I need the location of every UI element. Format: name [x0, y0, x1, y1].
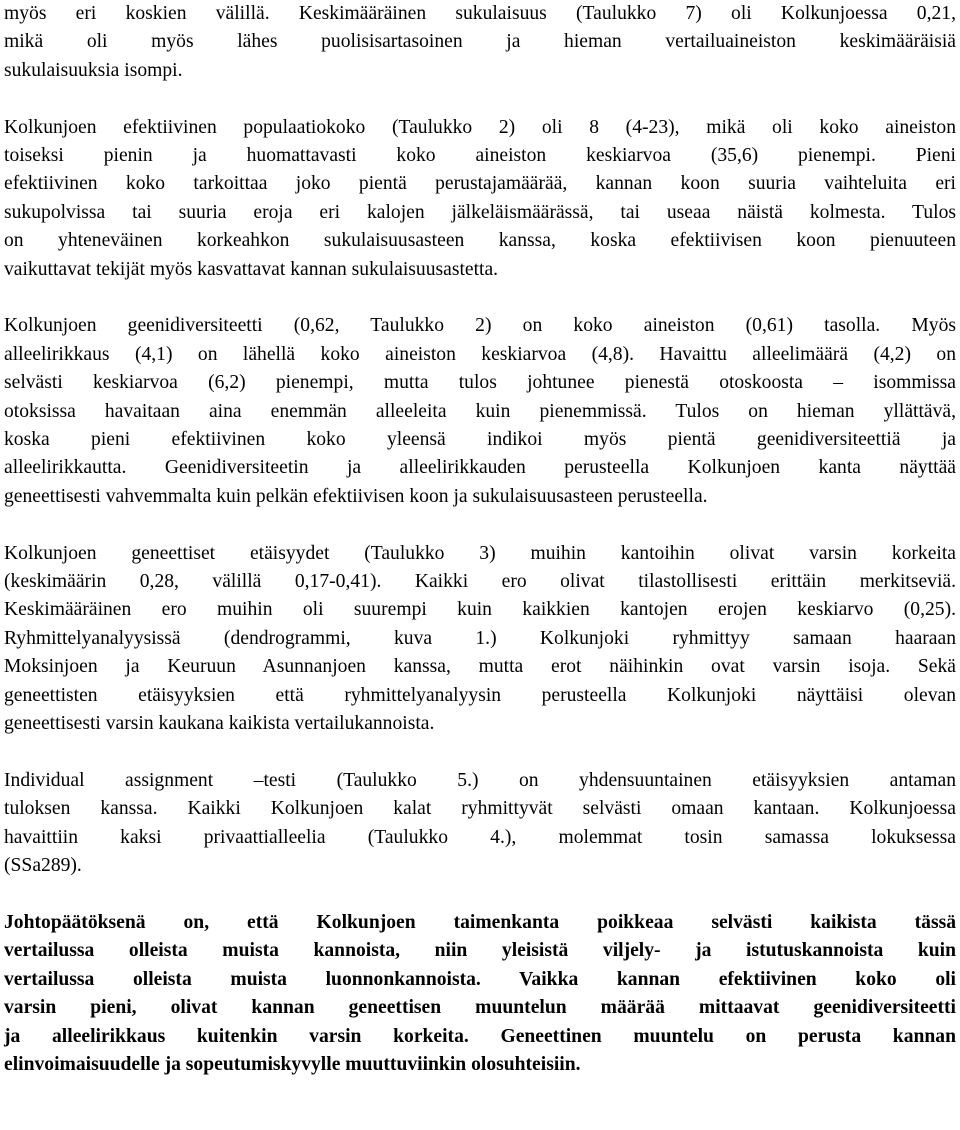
- paragraph-assignment-test: [4, 767, 956, 881]
- text-line: Moksinjoen ja Keuruun Asunnanjoen kanssa, mutta erot näihinkin ovat varsin isoja. Sekä: [4, 656, 956, 678]
- text-line: Kolkunjoen efektiivinen populaatiokoko (Taulukko 2) oli 8 (4-23), mikä oli koko aineiston: [4, 116, 956, 138]
- text-line: sukupolvissa tai suuria eroja eri kalojen jälkeläismäärässä, tai useaa näistä kolmesta. Tulos: [4, 201, 956, 223]
- text-line: geneettisten etäisyyksien että ryhmittelyanalyysin perusteella Kolkunjoki näyttäisi olevan: [4, 684, 956, 706]
- text-line: Johtopäätöksenä on, että Kolkunjoen taimenkanta poikkeaa selvästi kaikista tässä: [4, 911, 956, 933]
- text-line: ja alleelirikkaus kuitenkin varsin korkeita. Geneettinen muuntelu on perusta kannan: [4, 1025, 956, 1047]
- text-line: mikä oli myös lähes puolisisartasoinen ja hieman vertailuaineiston keskimääräisiä: [4, 31, 956, 53]
- text-line: alleelirikkautta. Geenidiversiteetin ja alleelirikkauden perusteella Kolkunjoen kanta näyttää: [4, 457, 956, 479]
- paragraph-genetic-distances: [4, 540, 956, 739]
- text-line: selvästi keskiarvoa (6,2) pienempi, mutta tulos johtunee pienestä otoskoosta – isommissa: [4, 372, 956, 394]
- text-line: Ryhmittelyanalyysissä (dendrogrammi, kuva 1.) Kolkunjoki ryhmittyy samaan haaraan: [4, 627, 956, 649]
- document-page: [4, 0, 956, 1079]
- text-line: on yhteneväinen korkeahkon sukulaisuusasteen kanssa, koska efektiivisen koon pienuuteen: [4, 230, 956, 252]
- text-line: efektiivinen koko tarkoittaa joko pientä perustajamäärää, kannan koon suuria vaihteluita eri: [4, 173, 956, 195]
- text-line: tuloksen kanssa. Kaikki Kolkunjoen kalat ryhmittyvät selvästi omaan kantaan. Kolkunjoessa: [4, 798, 956, 820]
- text-line: alleelirikkaus (4,1) on lähellä koko aineiston keskiarvoa (4,8). Havaittu alleelimäärä (4,2) on: [4, 343, 956, 365]
- text-line: varsin pieni, olivat kannan geneettisen muuntelun määrää mittaavat geenidiversiteetti: [4, 997, 956, 1019]
- text-line: havaittiin kaksi privaattialleelia (Taulukko 4.), molemmat tosin samassa lokuksessa: [4, 826, 956, 848]
- text-line: geneettisesti varsin kaukana kaikista vertailukannoista.: [4, 713, 435, 735]
- text-line: geneettisesti vahvemmalta kuin pelkän efektiivisen koon ja sukulaisuusasteen perusteella.: [4, 485, 708, 507]
- text-line: vertailussa olleista muista kannoista, niin yleisistä viljely- ja istutuskannoista kuin: [4, 940, 956, 962]
- text-line: (keskimäärin 0,28, välillä 0,17-0,41). Kaikki ero olivat tilastollisesti erittäin merkitseviä.: [4, 571, 956, 593]
- paragraph-relatedness: [4, 0, 956, 85]
- text-line: Kolkunjoen geenidiversiteetti (0,62, Taulukko 2) on koko aineiston (0,61) tasolla. Myös: [4, 315, 956, 337]
- text-line: Kolkunjoen geneettiset etäisyydet (Taulukko 3) muihin kantoihin olivat varsin korkeita: [4, 542, 956, 564]
- paragraph-effective-population: [4, 114, 956, 284]
- text-line: myös eri koskien välillä. Keskimääräinen sukulaisuus (Taulukko 7) oli Kolkunjoessa 0,21,: [4, 3, 956, 24]
- text-line: toiseksi pienin ja huomattavasti koko aineiston keskiarvoa (35,6) pienempi. Pieni: [4, 145, 956, 167]
- text-line: koska pieni efektiivinen koko yleensä indikoi myös pientä geenidiversiteettiä ja: [4, 429, 956, 451]
- text-line: Keskimääräinen ero muihin oli suurempi kuin kaikkien kantojen erojen keskiarvo (0,25).: [4, 599, 956, 621]
- text-line: otoksissa havaitaan aina enemmän alleeleita kuin pienemmissä. Tulos on hieman yllättävä,: [4, 400, 956, 422]
- text-line: elinvoimaisuudelle ja sopeutumiskyvylle muuttuviinkin olosuhteisiin.: [4, 1053, 581, 1075]
- paragraph-gene-diversity: [4, 312, 956, 511]
- text-line: sukulaisuuksia isompi.: [4, 59, 183, 81]
- text-line: vaikuttavat tekijät myös kasvattavat kannan sukulaisuusastetta.: [4, 258, 499, 280]
- text-line: (SSa289).: [4, 855, 82, 877]
- text-line: Individual assignment –testi (Taulukko 5.) on yhdensuuntainen etäisyyksien antaman: [4, 769, 956, 791]
- paragraph-conclusion: [4, 909, 956, 1079]
- text-line: vertailussa olleista muista luonnonkannoista. Vaikka kannan efektiivinen koko oli: [4, 968, 956, 990]
